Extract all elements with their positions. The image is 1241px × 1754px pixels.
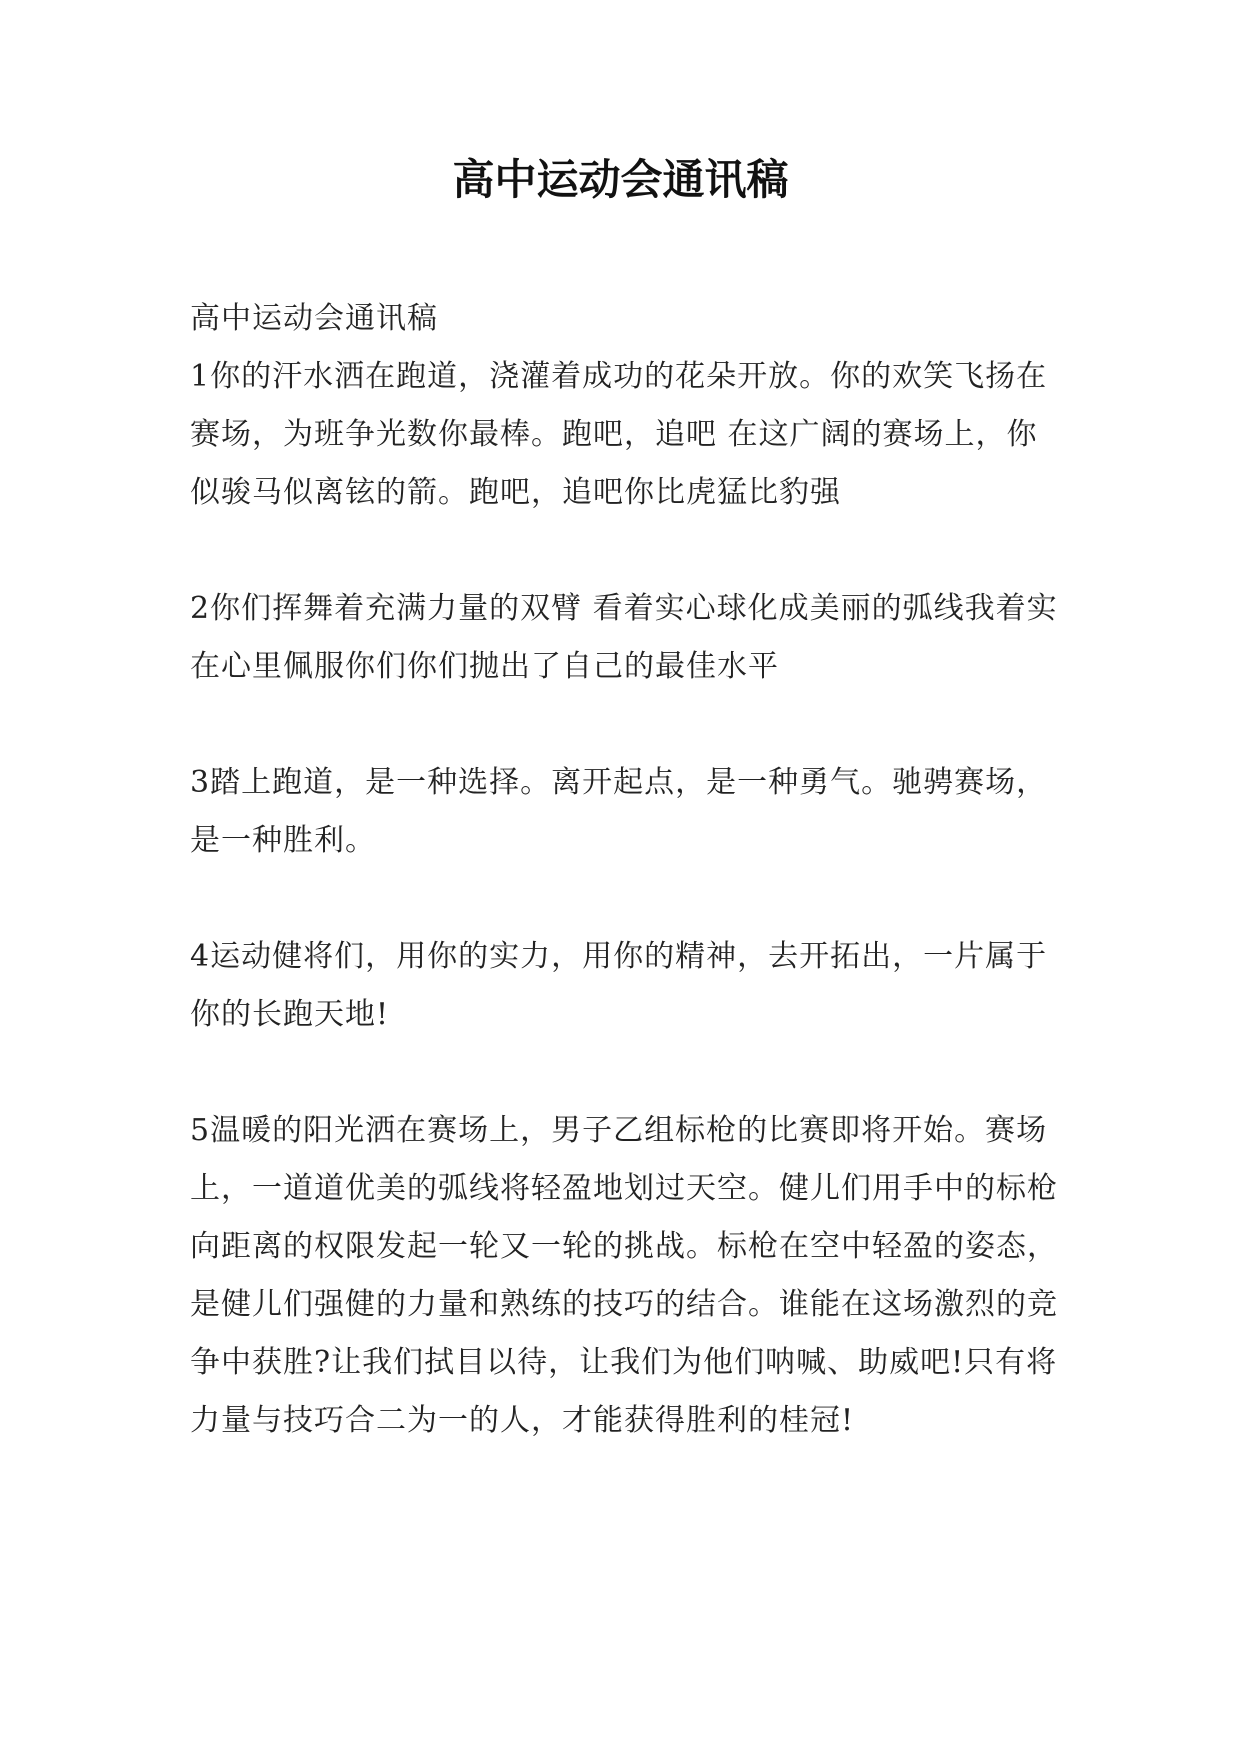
paragraph-2: 2你们挥舞着充满力量的双臂 看着实心球化成美丽的弧线我着实在心里佩服你们你们抛出了自己的最佳水平 — [190, 591, 1058, 684]
document-subtitle: 高中运动会通讯稿 — [190, 301, 438, 336]
paragraph-5: 5温暖的阳光洒在赛场上，男子乙组标枪的比赛即将开始。赛场上，一道道优美的弧线将轻盈地划过天空。健儿们用手中的标枪向距离的权限发起一轮又一轮的挑战。标枪在空中轻盈的姿态，是健儿们强健的力量和熟练的技巧的结合。谁能在这场激烈的竞争中获胜?让我们拭目以待，让我们为他们呐喊、助威吧!只有将力量与技巧合二为一的人，才能获得胜利的桂冠! — [190, 1113, 1058, 1438]
paragraph-1: 1你的汗水洒在跑道，浇灌着成功的花朵开放。你的欢笑飞扬在赛场，为班争光数你最棒。跑吧，追吧 在这广阔的赛场上，你似骏马似离铉的箭。跑吧，追吧你比虎猛比豹强 — [190, 359, 1048, 510]
document-body — [190, 290, 1060, 1450]
paragraph-4: 4运动健将们，用你的实力，用你的精神，去开拓出，一片属于你的长跑天地! — [190, 939, 1048, 1032]
document-title: 高中运动会通讯稿 — [452, 155, 789, 204]
paragraph-3: 3踏上跑道，是一种选择。离开起点，是一种勇气。驰骋赛场，是一种胜利。 — [190, 765, 1048, 858]
